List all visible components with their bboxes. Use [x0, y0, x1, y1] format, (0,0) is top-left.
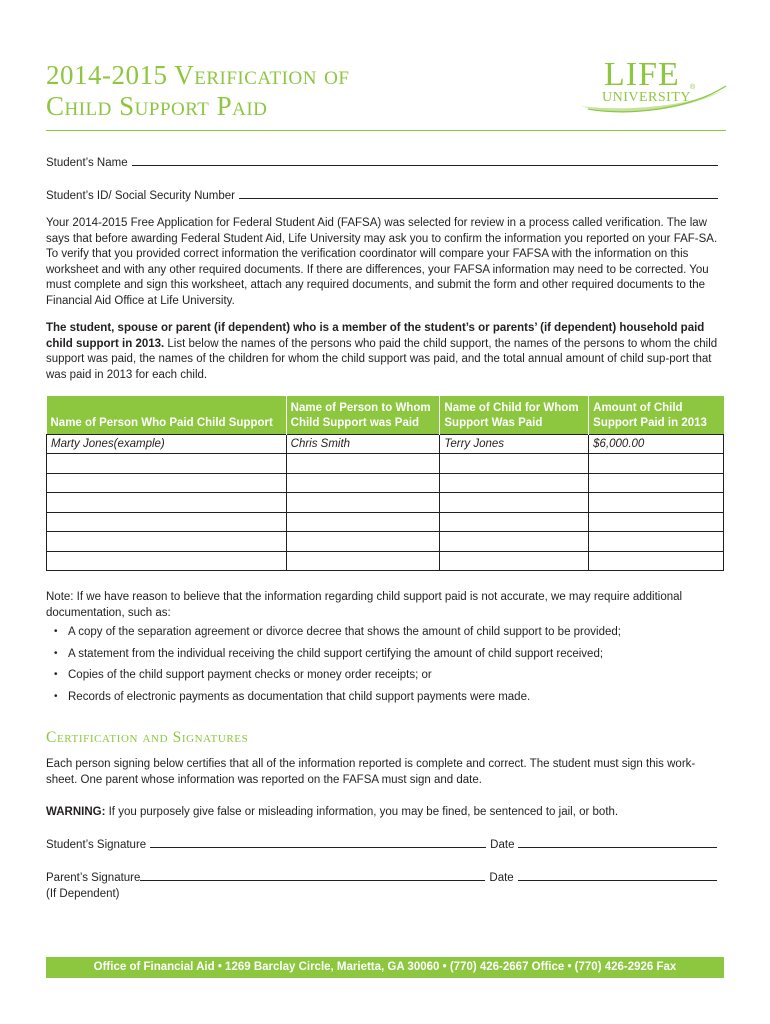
certification-paragraph: Each person signing below certifies that all of the information reported is complete and correct. The student must sign this work-sheet. One parent whose information was reported on the FAFSA must sign and date. — [46, 758, 696, 786]
table-row — [47, 434, 724, 454]
table-cell[interactable] — [589, 512, 724, 532]
warning-label: WARNING: — [46, 806, 106, 818]
intro-paragraph: Your 2014-2015 Free Application for Federal Student Aid (FAFSA) was selected for review in a process called verification. The law says that before awarding Federal Student Aid, Life University may ask you to confirm the information you reported on your FAF-SA. To verify that you provided correct information the verification coordinator will compare your FAFSA with the information on this worksheet and with any other required documents. If there are differences, your FAFSA information may need to be corrected. You must complete and sign this worksheet, attach any required documents, and submit the form and other required documents to the Financial Aid Office at Life University. — [46, 217, 718, 307]
instructions-rest: List below the names of the persons who paid the child support, the names of the persons to whom the child support was paid, the names of the children for whom the child support was paid, and the total annual amount of child sup-port that was paid in 2013 for each child. — [46, 337, 718, 381]
student-date-blank[interactable] — [518, 838, 717, 848]
table-cell[interactable] — [47, 473, 287, 493]
header-child: Name of Child for Whom Support Was Paid — [440, 396, 589, 434]
instructions-bold: The student, spouse or parent (if dependent) who is a member of the student’s or parents’ (if dependent) household paid child support in 2013. — [46, 322, 705, 350]
footer-bar: Office of Financial Aid • 1269 Barclay Circle, Marietta, GA 30060 • (770) 426-2667 Office • (770) 426-2926 Fax — [46, 957, 724, 978]
table-row — [47, 551, 724, 571]
table-row — [47, 512, 724, 532]
table-cell[interactable] — [440, 532, 589, 552]
table-cell[interactable] — [47, 512, 287, 532]
table-row — [47, 473, 724, 493]
table-row — [47, 493, 724, 513]
student-id-label: Student’s ID/ Social Security Number — [46, 190, 235, 202]
list-item: • A statement from the individual receiving the child support certifying the amount of child support received; — [54, 648, 724, 670]
warning-paragraph — [46, 805, 726, 821]
instructions-paragraph — [46, 321, 726, 383]
parent-signature-sublabel: (If Dependent) — [46, 888, 120, 900]
table-cell: Chris Smith — [286, 434, 440, 454]
table-cell[interactable] — [286, 493, 440, 513]
table-cell[interactable] — [440, 454, 589, 474]
table-cell[interactable] — [440, 473, 589, 493]
table-header-row — [47, 396, 724, 434]
table-cell[interactable] — [47, 493, 287, 513]
list-item: • Copies of the child support payment checks or money order receipts; or — [54, 669, 724, 691]
student-signature-label: Student’s Signature — [46, 839, 147, 851]
title-divider — [46, 130, 726, 131]
certification-title: Certification and Signatures — [46, 729, 249, 746]
table-cell[interactable] — [47, 454, 287, 474]
table-cell[interactable] — [589, 493, 724, 513]
child-support-table — [46, 396, 724, 571]
table-cell[interactable] — [286, 454, 440, 474]
student-id-blank[interactable] — [239, 189, 718, 199]
table-cell[interactable] — [286, 512, 440, 532]
table-cell[interactable] — [589, 473, 724, 493]
table-cell: $6,000.00 — [589, 434, 724, 454]
table-cell[interactable] — [47, 551, 287, 571]
table-cell[interactable] — [440, 551, 589, 571]
table-cell: Terry Jones — [440, 434, 589, 454]
table-cell[interactable] — [589, 532, 724, 552]
warning-text: If you purposely give false or misleading information, you may be fined, be sentenced to jail, or both. — [105, 806, 619, 818]
table-row — [47, 454, 724, 474]
note-paragraph: Note: If we have reason to believe that the information regarding child support paid is not accurate, we may require additional documentation, such as: — [46, 591, 683, 619]
parent-signature-label: Parent’s Signature — [46, 872, 141, 884]
life-university-logo — [578, 56, 728, 114]
student-date-label: Date — [490, 839, 515, 851]
table-cell[interactable] — [589, 454, 724, 474]
table-cell[interactable] — [589, 551, 724, 571]
table-cell[interactable] — [286, 551, 440, 571]
header-amount: Amount of Child Support Paid in 2013 — [589, 396, 724, 434]
list-item: • A copy of the separation agreement or divorce decree that shows the amount of child support to be provided; — [54, 626, 724, 648]
parent-date-label: Date — [489, 872, 514, 884]
header-payee: Name of Person to Whom Child Support was Paid — [286, 396, 440, 434]
student-name-blank[interactable] — [132, 156, 718, 166]
student-id-field[interactable] — [46, 189, 718, 202]
table-cell: Marty Jones(example) — [47, 434, 287, 454]
logo-subword: UNIVERSITY — [602, 90, 691, 105]
student-signature-blank[interactable] — [150, 838, 486, 848]
page-title — [46, 60, 496, 122]
list-item: • Records of electronic payments as documentation that child support payments were made. — [54, 691, 724, 713]
table-cell[interactable] — [286, 532, 440, 552]
parent-signature-row — [46, 871, 717, 884]
table-cell[interactable] — [47, 532, 287, 552]
title-line-1: 2014-2015 Verification of — [46, 60, 350, 90]
logo-word: LIFE — [604, 56, 680, 93]
table-cell[interactable] — [440, 493, 589, 513]
header-payer: Name of Person Who Paid Child Support — [47, 396, 287, 434]
parent-signature-blank[interactable] — [140, 871, 485, 881]
table-cell[interactable] — [440, 512, 589, 532]
student-name-field[interactable] — [46, 156, 718, 169]
title-line-2: Child Support Paid — [46, 91, 268, 121]
table-cell[interactable] — [286, 473, 440, 493]
student-name-label: Student’s Name — [46, 157, 128, 169]
student-signature-row — [46, 838, 717, 851]
table-row — [47, 532, 724, 552]
documentation-list — [54, 626, 724, 712]
logo-registered: ® — [690, 84, 696, 91]
parent-date-blank[interactable] — [518, 871, 717, 881]
